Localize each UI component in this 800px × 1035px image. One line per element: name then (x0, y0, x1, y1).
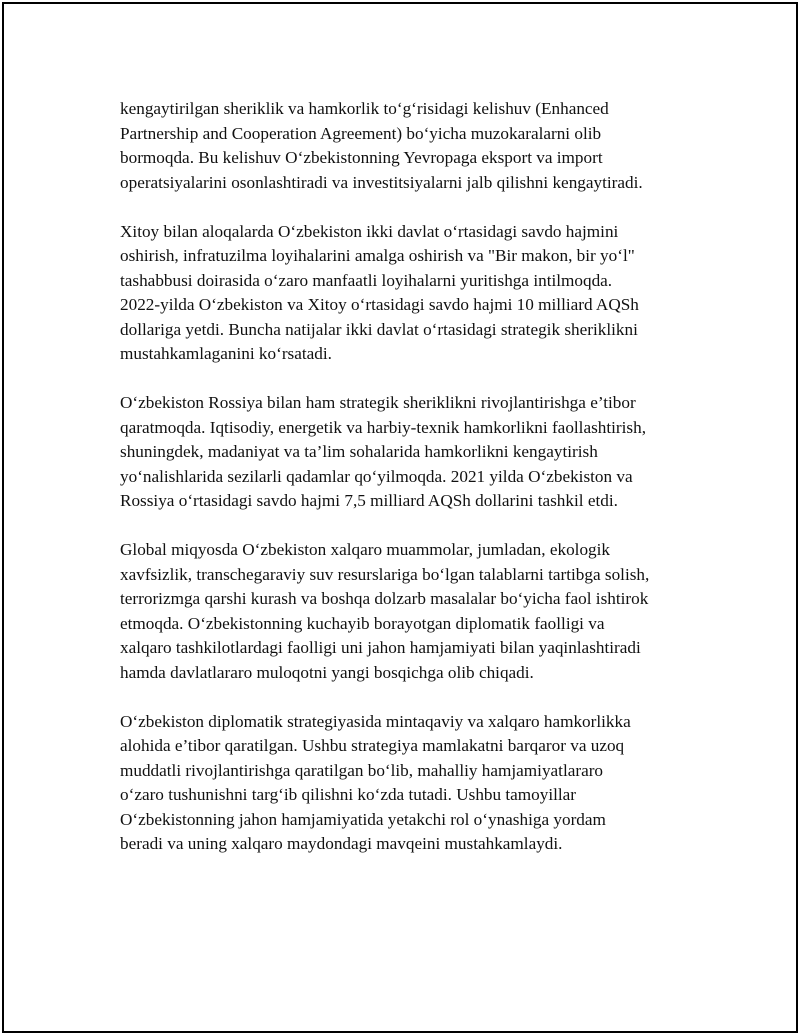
text-line: 2022-yilda O‘zbekiston va Xitoy o‘rtasidagi savdo hajmi 10 milliard AQSh (120, 295, 639, 314)
text-line: Partnership and Cooperation Agreement) bo‘yicha muzokaralarni olib (120, 123, 602, 143)
text-line: kengaytirilgan sheriklik va hamkorlik to‘g‘risidagi kelishuv (Enhanced (120, 99, 609, 118)
text-line: bormoqda. Bu kelishuv O‘zbekistonning Yevropaga eksport va import (120, 148, 603, 167)
text-line: tashabbusi doirasida o‘zaro manfaatli loyihalarni yuritishga intilmoqda. (120, 270, 613, 290)
text-line: Xitoy bilan aloqalarda O‘zbekiston ikki davlat o‘rtasidagi savdo hajmini (120, 221, 619, 241)
text-line: hamda davlatlararo muloqotni yangi bosqichga olib chiqadi. (120, 662, 534, 682)
text-line: alohida e’tibor qaratilgan. Ushbu strategiya mamlakatni barqaror va uzoq (120, 736, 625, 755)
text-line: mustahkamlaganini ko‘rsatadi. (120, 344, 332, 363)
text-line: dollariga yetdi. Buncha natijalar ikki davlat o‘rtasidagi strategik sheriklikni (120, 319, 638, 339)
text-line: O‘zbekiston diplomatik strategiyasida mintaqaviy va xalqaro hamkorlikka (120, 711, 631, 731)
text-line: yo‘nalishlarida sezilarli qadamlar qo‘yilmoqda. 2021 yilda O‘zbekiston va (120, 466, 633, 486)
text-line: xavfsizlik, transchegaraviy suv resurslariga bo‘lgan talablarni tartibga solish, (120, 564, 650, 584)
text-line: O‘zbekistonning jahon hamjamiyatida yetakchi rol o‘ynashiga yordam (120, 809, 606, 829)
text-line: qaratmoqda. Iqtisodiy, energetik va harbiy-texnik hamkorlikni faollashtirish, (120, 417, 646, 437)
paragraph-2 (120, 220, 680, 367)
text-line: Global miqyosda O‘zbekiston xalqaro muammolar, jumladan, ekologik (120, 540, 611, 559)
text-line: xalqaro tashkilotlardagi faolligi uni jahon hamjamiyati bilan yaqinlashtiradi (120, 638, 641, 657)
text-line: terrorizmga qarshi kurash va boshqa dolzarb masalalar bo‘yicha faol ishtirok (120, 589, 649, 608)
paragraph-1 (120, 97, 680, 195)
text-line: etmoqda. O‘zbekistonning kuchayib borayotgan diplomatik faolligi va (120, 613, 605, 633)
text-line: Rossiya o‘rtasidagi savdo hajmi 7,5 milliard AQSh dollarini tashkil etdi. (120, 491, 618, 510)
text-line: muddatli rivojlantirishga qaratilgan bo‘lib, mahalliy hamjamiyatlararo (120, 760, 604, 780)
document-body (120, 97, 680, 881)
text-line: O‘zbekiston Rossiya bilan ham strategik sheriklikni rivojlantirishga e’tibor (120, 393, 636, 412)
paragraph-3 (120, 391, 680, 514)
text-line: o‘zaro tushunishni targ‘ib qilishni ko‘zda tutadi. Ushbu tamoyillar (120, 785, 577, 804)
page-frame (2, 2, 798, 1033)
text-line: operatsiyalarini osonlashtiradi va investitsiyalarni jalb qilishni kengaytiradi. (120, 172, 643, 192)
text-line: shuningdek, madaniyat va ta’lim sohalarida hamkorlikni kengaytirish (120, 442, 598, 461)
paragraph-5 (120, 710, 680, 857)
text-line: oshirish, infratuzilma loyihalarini amalga oshirish va "Bir makon, bir yo‘l" (120, 246, 635, 265)
paragraph-4 (120, 538, 680, 685)
text-line: beradi va uning xalqaro maydondagi mavqeini mustahkamlaydi. (120, 834, 563, 853)
